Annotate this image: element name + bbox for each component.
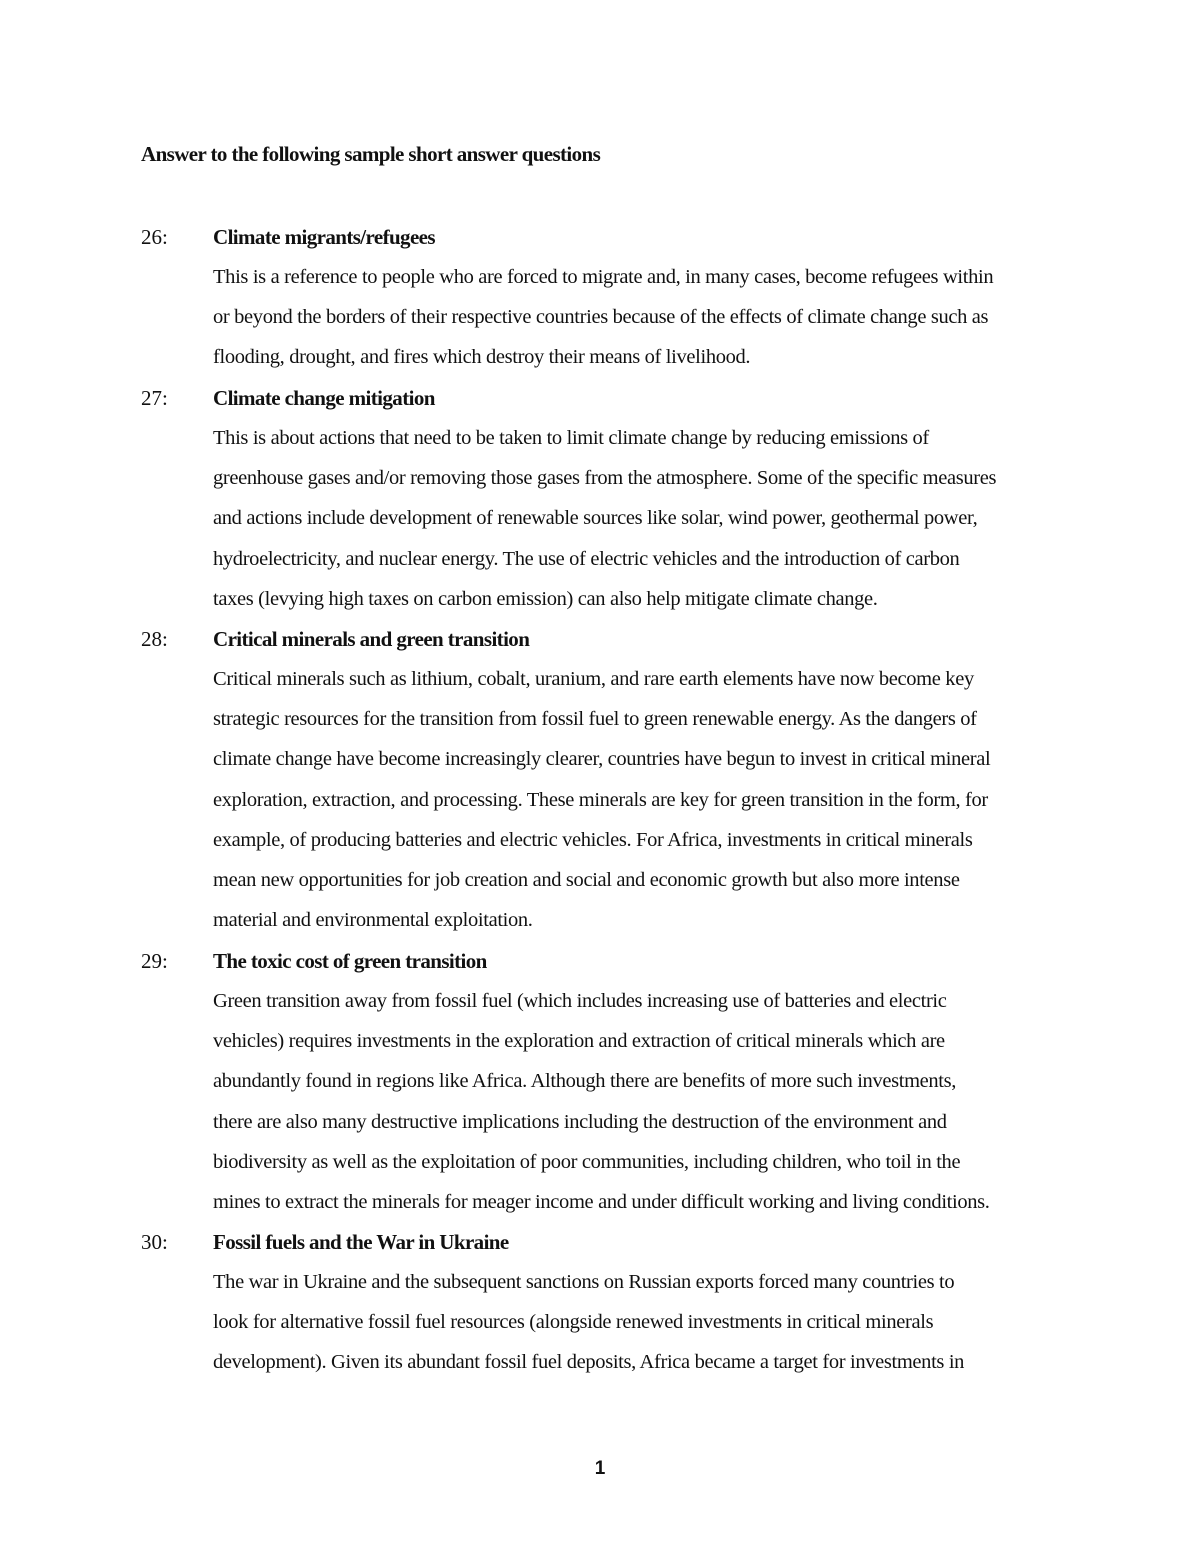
answer-text [213,257,1069,378]
answer-line: biodiversity as well as the exploitation of poor communities, including children, who toil in the [213,1150,961,1173]
question-number: 26: [141,225,168,249]
question-heading: Climate change mitigation [213,386,435,410]
answer-line: mean new opportunities for job creation and social and economic growth but also more intense [213,869,960,892]
answer-line: This is about actions that need to be taken to limit climate change by reducing emissions of [213,427,929,449]
answer-line: This is a reference to people who are forced to migrate and, in many cases, become refugees within [213,266,994,288]
answer-line: flooding, drought, and fires which destroy their means of livelihood. [213,346,751,369]
answer-line: hydroelectricity, and nuclear energy. The use of electric vehicles and the introduction of carbon [213,547,960,570]
answer-text [213,659,1069,940]
question-number: 29: [141,949,168,973]
answer-text [213,1262,1069,1383]
answer-text [213,981,1069,1222]
answer-line: example, of producing batteries and electric vehicles. For Africa, investments in critical minerals [213,828,973,851]
answer-line: vehicles) requires investments in the exploration and extraction of critical minerals which are [213,1030,945,1053]
question-heading: Climate migrants/refugees [213,225,435,249]
document-title: Answer to the following sample short answer questions [141,142,601,166]
answer-line: exploration, extraction, and processing. These minerals are key for green transition in the form, for [213,788,988,811]
answer-line: material and environmental exploitation. [213,909,533,932]
answer-line: look for alternative fossil fuel resources (alongside renewed investments in critical minerals [213,1311,934,1334]
answer-line: taxes (levying high taxes on carbon emission) can also help mitigate climate change. [213,587,878,610]
answer-line: climate change have become increasingly clearer, countries have begun to invest in critical mineral [213,748,991,771]
question-heading: The toxic cost of green transition [213,949,487,973]
page-number: 1 [594,1458,606,1479]
question-heading: Critical minerals and green transition [213,627,530,651]
question-number: 27: [141,386,168,410]
answer-line: or beyond the borders of their respective countries because of the effects of climate change such as [213,306,989,329]
question-heading: Fossil fuels and the War in Ukraine [213,1230,509,1254]
answer-line: strategic resources for the transition from fossil fuel to green renewable energy. As the dangers of [213,708,977,731]
answer-line: greenhouse gases and/or removing those gases from the atmosphere. Some of the specific measures [213,467,997,490]
answer-line: Critical minerals such as lithium, cobalt, uranium, and rare earth elements have now become key [213,668,974,690]
answer-line: Green transition away from fossil fuel (which includes increasing use of batteries and electric [213,990,947,1012]
answer-text [213,418,1069,619]
answer-line: and actions include development of renewable sources like solar, wind power, geothermal power, [213,507,978,530]
answer-line: mines to extract the minerals for meager income and under difficult working and living conditions. [213,1191,990,1214]
answer-line: The war in Ukraine and the subsequent sanctions on Russian exports forced many countries to [213,1271,955,1293]
answer-line: there are also many destructive implications including the destruction of the environment and [213,1110,947,1133]
answer-line: development). Given its abundant fossil fuel deposits, Africa became a target for investments in [213,1351,965,1374]
answer-line: abundantly found in regions like Africa. Although there are benefits of more such investments, [213,1070,957,1093]
question-number: 28: [141,627,168,651]
question-number: 30: [141,1230,168,1254]
